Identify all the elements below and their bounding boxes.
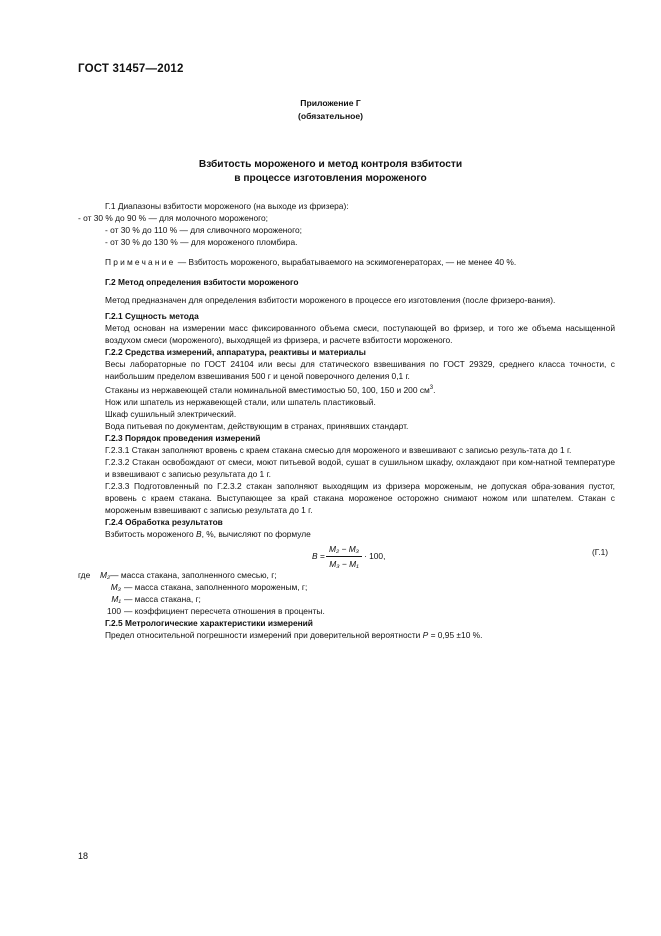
legend-text: — масса стакана, заполненного мороженым, г; (124, 581, 308, 592)
formula-fraction (326, 543, 362, 570)
formula-ref: (Г.1) (592, 546, 609, 557)
g23-p2: Г.2.3.2 Стакан освобождают от смеси, моют питьевой водой, сушат в сушильном шкафу, охлаждают при ком-натной температуре и взвешивают с записью результата до 1 г. (105, 456, 615, 479)
appendix-title: Приложение Г (300, 98, 361, 108)
legend-symbol: M₂ (100, 569, 111, 580)
g23-p1: Г.2.3.1 Стакан заполняют вровень с краем стакана смесью для мороженого и взвешивают с записью резуль-тата до 1 г. (105, 444, 572, 455)
section-title (0, 158, 661, 186)
g25-text (105, 629, 615, 641)
formula-denominator: M₃ − M₁ (329, 558, 359, 569)
legend-text: — масса стакана, г; (124, 593, 201, 604)
page-number: 18 (78, 851, 89, 861)
legend-symbol: M₃ (110, 581, 121, 592)
g24-heading: Г.2.4 Обработка результатов (105, 516, 223, 527)
g2-heading: Г.2 Метод определения взбитости мороженого (105, 277, 299, 287)
g25-heading: Г.2.5 Метрологические характеристики измерений (105, 617, 313, 628)
legend-row (78, 593, 615, 605)
note-label: Примечание (105, 257, 176, 267)
legend-symbol: M₁ (111, 593, 121, 604)
g22-p1: Весы лабораторные по ГОСТ 24104 или весы для статического взвешивания по ГОСТ 29329, среднего класса точности, с наибольшим пределом взвешивания 500 г и ценой поверочного деления 0,1 г. (105, 359, 615, 381)
g24-intro (105, 528, 615, 540)
range-item: - от 30 % до 130 % — для мороженого пломбира. (105, 237, 298, 247)
g22-p2-text: Стаканы из нержавеющей стали номинальной вместимостью 50, 100, 150 и 200 см (105, 384, 430, 395)
formula-tail: · 100, (364, 550, 386, 561)
legend-row (78, 605, 615, 617)
g22-p3: Нож или шпатель из нержавеющей стали, или шпатель пластиковый. (105, 396, 376, 407)
g22-p2-sup: 3 (429, 385, 434, 391)
note (105, 256, 615, 268)
section-title-line2: в процессе изготовления мороженого (234, 173, 427, 184)
g25-text-a: Предел относительной погрешности измерений при доверительной вероятности (105, 629, 423, 640)
g21-heading: Г.2.1 Сущность метода (105, 311, 199, 321)
g25-text-b: = 0,95 ±10 %. (428, 629, 483, 640)
g22-p4: Шкаф сушильный электрический. (105, 408, 237, 419)
legend-row (78, 581, 615, 593)
g22-p5: Вода питьевая по документам, действующим в странах, принявших стандарт. (105, 420, 409, 431)
note-text: — Взбитость мороженого, вырабатываемого на эскимогенераторах, — не менее 40 %. (175, 257, 517, 267)
section-title-line1: Взбитость мороженого и метод контроля взбитости (198, 159, 463, 170)
g2-intro: Метод предназначен для определения взбитости мороженого в процессе его изготовления (после фризеро-вания). (105, 295, 556, 305)
formula-g1 (105, 543, 615, 569)
g24-intro-var: B (195, 528, 202, 539)
range-item: - от 30 % до 90 % — для молочного мороженого; (78, 213, 269, 223)
appendix-label (0, 97, 661, 123)
document-header: ГОСТ 31457—2012 (78, 63, 184, 75)
legend-symbol: 100 (107, 605, 121, 616)
g23-p3: Г.2.3.3 Подготовленный по Г.2.3.2 стакан заполняют выходящим из фризера мороженым, не допуская обра-зования пустот, вровень с краем стакана. Выступающее за край стакана мороженое осторожно снимают ножом или шпателем. Стакан с мороженым взвешивают с записью результата до 1 г. (105, 480, 615, 515)
g23-heading: Г.2.3 Порядок проведения измерений (105, 432, 261, 443)
range-item: - от 30 % до 110 % — для сливочного мороженого; (105, 225, 302, 235)
where-label: где (78, 569, 91, 580)
g22-heading: Г.2.2 Средства измерений, аппаратура, реактивы и материалы (105, 347, 366, 357)
appendix-status: (обязательное) (297, 111, 364, 121)
g21-text: Метод основан на измерении масс фиксированного объема смеси, поступающей во фризер, и того же объема насыщенной воздухом смеси (мороженого), выходящей из фризера, и расчете взбитости мороженого. (105, 323, 615, 345)
formula-legend (78, 569, 615, 617)
g24-intro-a: Взбитость мороженого (105, 528, 196, 539)
g22-p2-end: . (433, 384, 436, 395)
g25-text-var: P (422, 629, 429, 640)
legend-row (78, 569, 615, 581)
legend-text: — коэффициент пересчета отношения в проценты. (124, 605, 325, 616)
ranges-intro: Г.1 Диапазоны взбитости мороженого (на выходе из фризера): (105, 201, 349, 211)
formula-numerator: M₂ − M₃ (326, 543, 362, 557)
g22-p2 (105, 382, 615, 396)
document-body (78, 200, 615, 641)
formula-lhs: B = (312, 550, 325, 561)
g24-intro-b: , %, вычисляют по формуле (201, 528, 311, 539)
legend-text: — масса стакана, заполненного смесью, г; (110, 569, 277, 580)
